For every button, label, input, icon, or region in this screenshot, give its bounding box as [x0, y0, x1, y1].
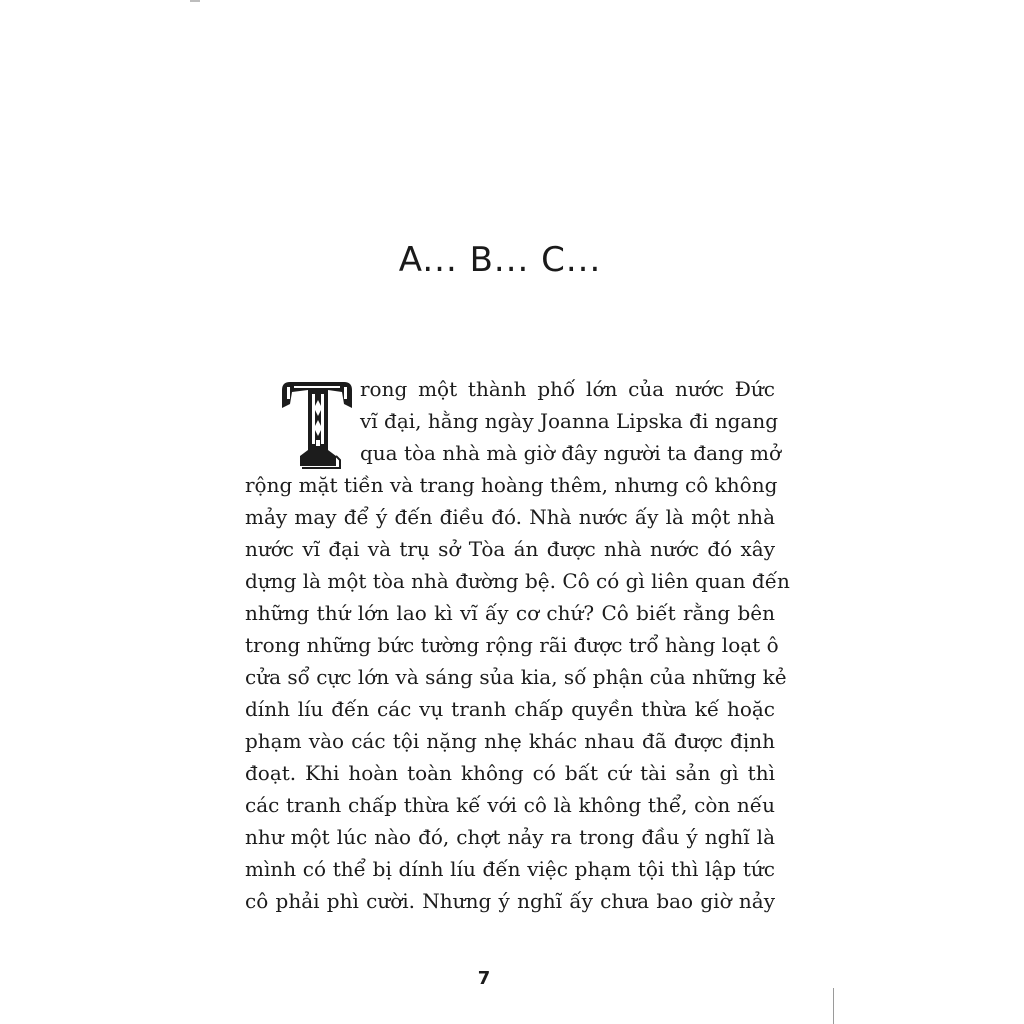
page-number: 7	[477, 968, 491, 989]
page-edge-line	[833, 988, 834, 1024]
body-line: mảy may để ý đến điều đó. Nhà nước ấy là một nhà	[245, 505, 775, 529]
body-line: đoạt. Khi hoàn toàn không có bất cứ tài sản gì thì	[245, 761, 775, 785]
body-line: các tranh chấp thừa kế với cô là không thể, còn nếu	[245, 793, 775, 817]
body-line: cô phải phì cười. Nhưng ý nghĩ ấy chưa bao giờ nảy	[245, 889, 775, 913]
drop-cap-t	[278, 378, 356, 470]
body-line: như một lúc nào đó, chợt nảy ra trong đầu ý nghĩ là	[245, 825, 775, 849]
chapter-title: A... B... C...	[398, 240, 602, 280]
body-line: trong những bức tường rộng rãi được trổ hàng loạt ô	[245, 633, 779, 657]
body-line: những thứ lớn lao kì vĩ ấy cơ chứ? Cô biết rằng bên	[245, 601, 775, 625]
body-line: vĩ đại, hằng ngày Joanna Lipska đi ngang	[360, 409, 779, 433]
body-line: rong một thành phố lớn của nước Đức	[360, 377, 775, 401]
drop-cap-letter: T	[318, 464, 319, 465]
body-line: qua tòa nhà mà giờ đây người ta đang mở	[360, 441, 782, 465]
body-line: nước vĩ đại và trụ sở Tòa án được nhà nước đó xây	[245, 537, 775, 561]
body-line: dựng là một tòa nhà đường bệ. Cô có gì liên quan đến	[245, 569, 790, 593]
body-line: rộng mặt tiền và trang hoàng thêm, nhưng cô không	[245, 473, 778, 497]
body-line: cửa sổ cực lớn và sáng sủa kia, số phận của những kẻ	[245, 665, 787, 689]
body-line: dính líu đến các vụ tranh chấp quyền thừa kế hoặc	[245, 697, 775, 721]
body-line: phạm vào các tội nặng nhẹ khác nhau đã được định	[245, 729, 775, 753]
scan-mark	[190, 0, 200, 2]
body-line: mình có thể bị dính líu đến việc phạm tội thì lập tức	[245, 857, 775, 881]
